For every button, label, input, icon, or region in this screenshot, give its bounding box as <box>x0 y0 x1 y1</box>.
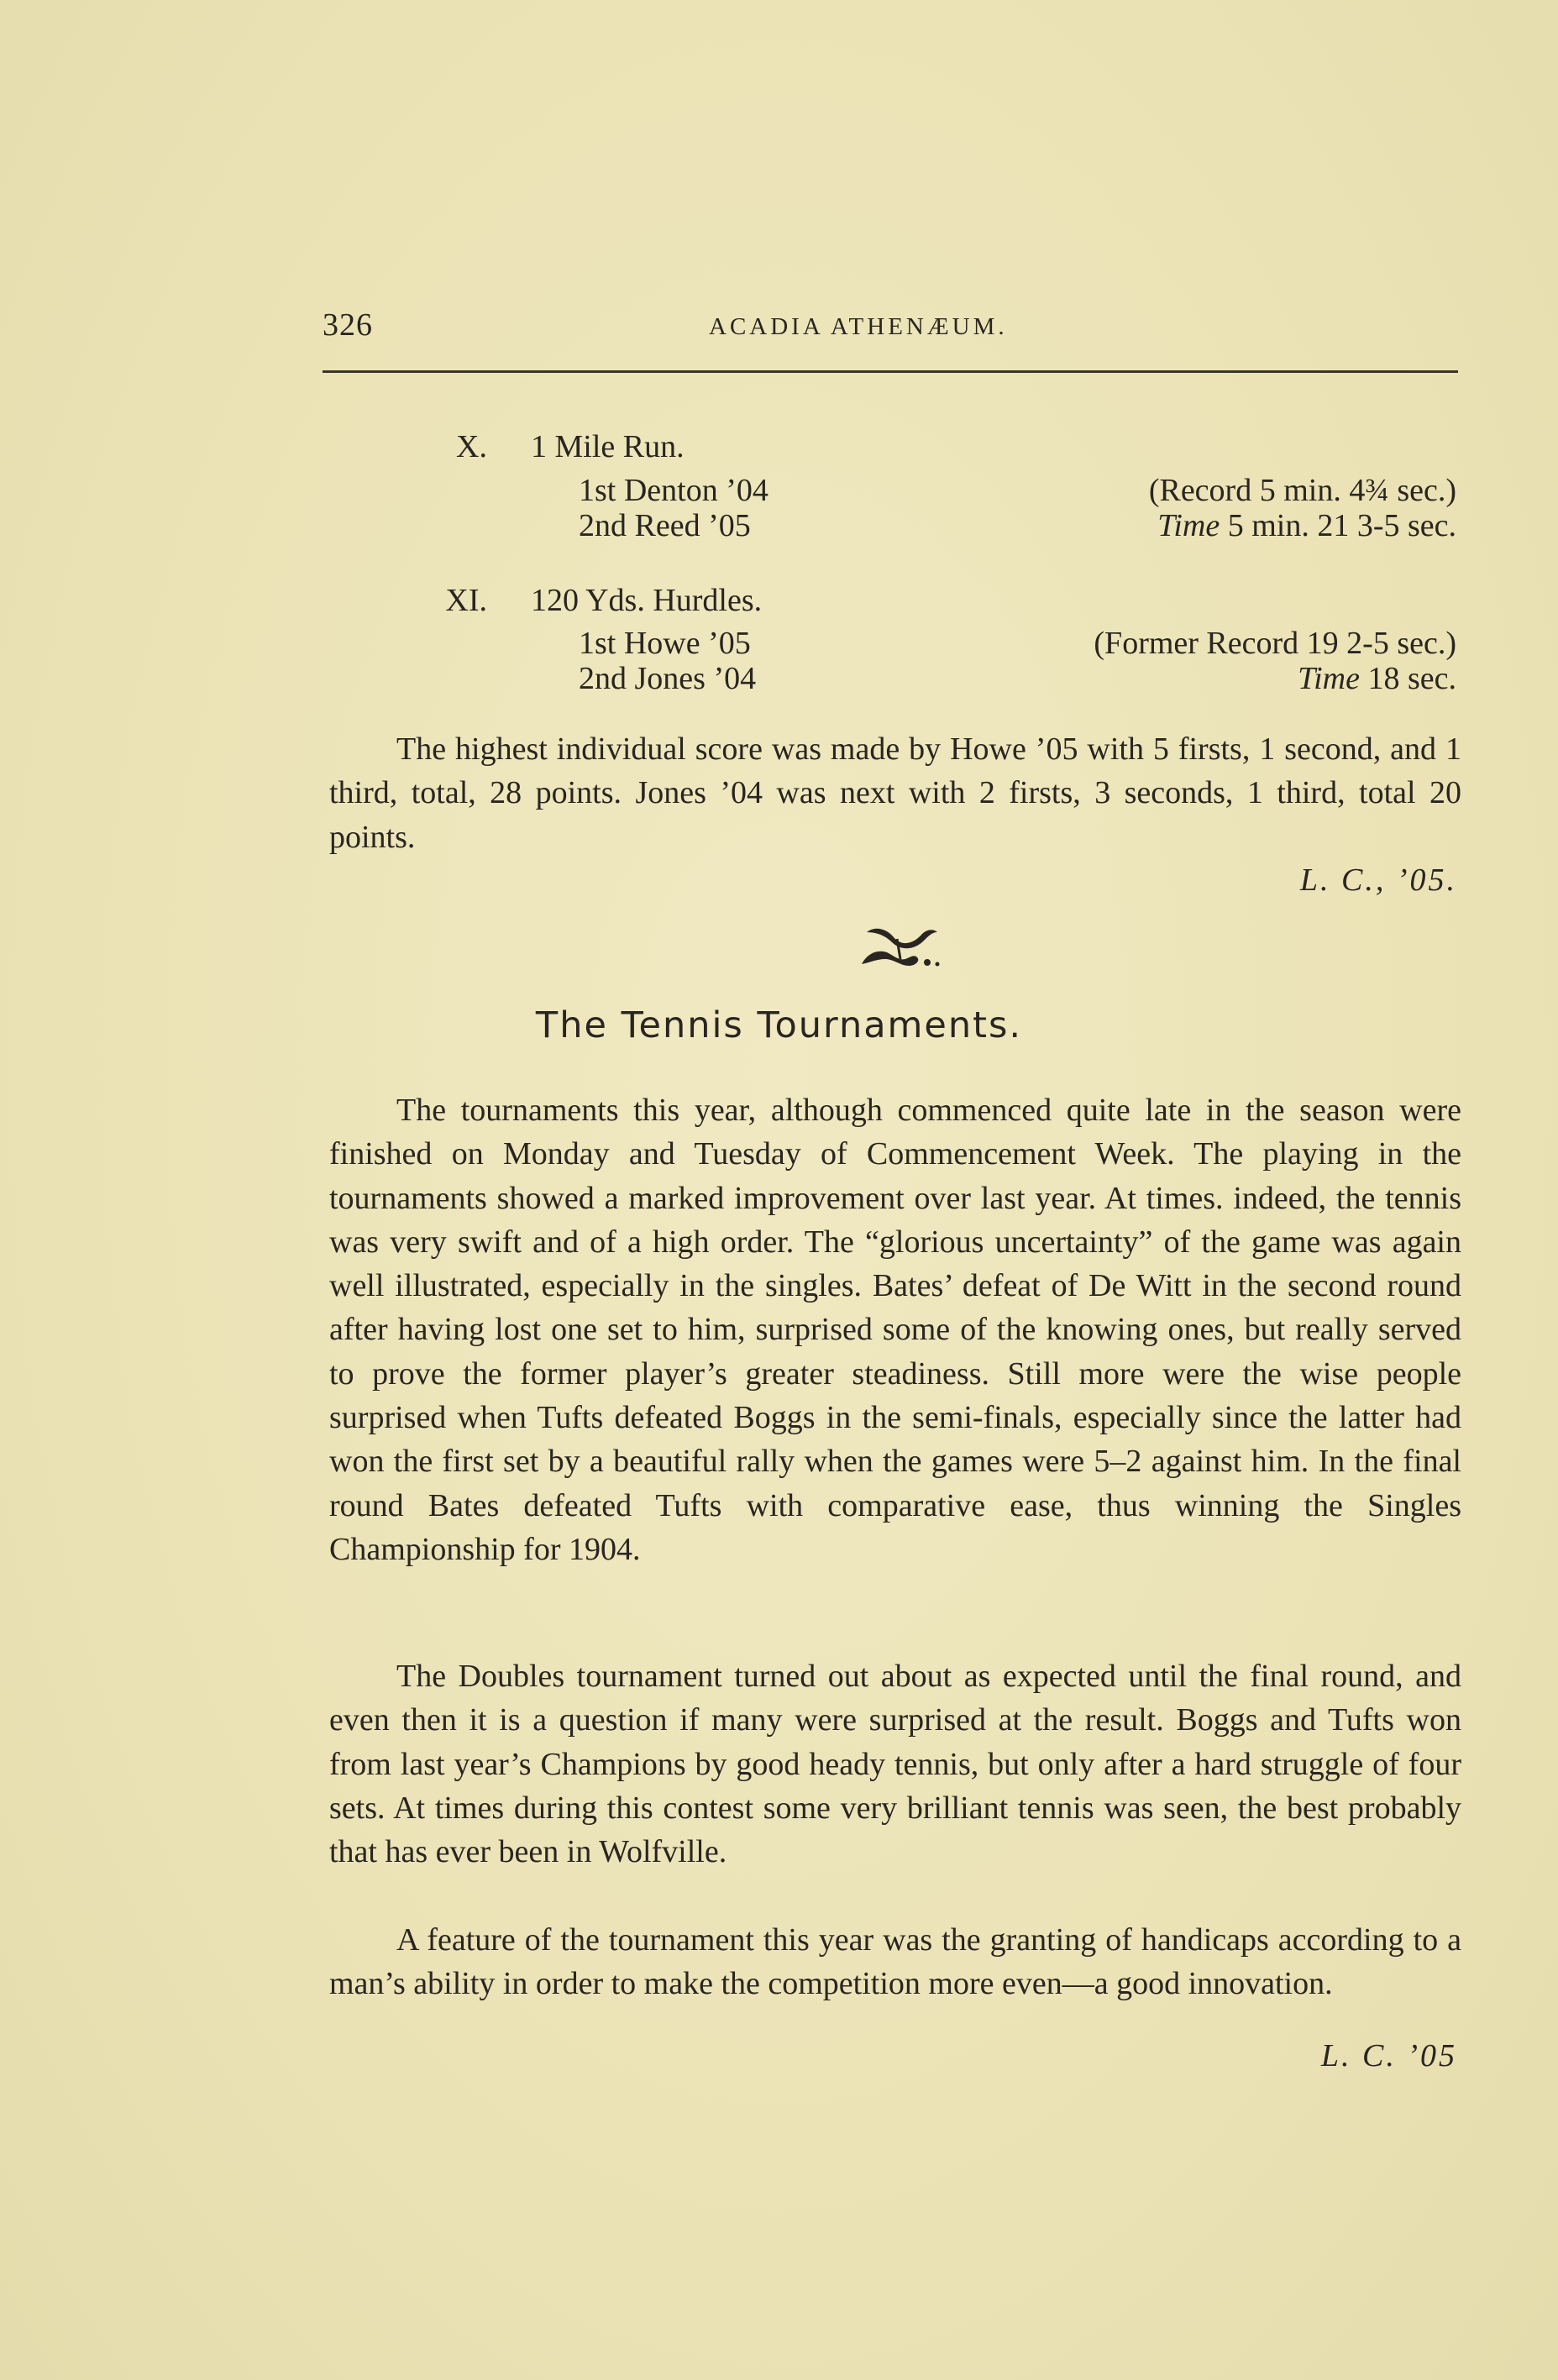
summary-signature: L. C., ’05. <box>1299 862 1457 898</box>
article-paragraph-1: The tournaments this year, although commenced quite late in the season were finished on Monday and Tuesday of Commencement Week. The playing in the tournaments showed a marked improvement over last year. At times. indeed, the tennis was very swift and of a high order. The “glorious uncertainty” of the game was again well illustrated, especially in the singles. Bates’ defeat of De Witt in the second round after having lost one set to him, surprised some of the knowing ones, but really served to prove the former player’s greater steadiness. Still more were the wise people surprised when Tufts defeated Boggs in the semi-finals, especially since the latter had won the first set by a beautiful rally when the games were 5–2 against him. In the final round Bates defeated Tufts with comparative ease, thus winning the Singles Championship for 1904. <box>329 1093 1461 1567</box>
event-number: XI. <box>445 583 487 618</box>
first-place: 1st Howe ’05 <box>579 626 751 661</box>
journal-title: ACADIA ATHENÆUM. <box>709 313 1008 340</box>
article-paragraph-2: The Doubles tournament turned out about as expected until the final round, and even then it is a question if many were surprised at the result. Boggs and Tufts won from last year’s Champions by good heady tennis, but only after a hard struggle of four sets. At times during this contest some very brilliant tennis was seen, the best probably that has ever been in Wolfville. <box>329 1659 1461 1870</box>
record-note: (Former Record 19 2-5 sec.) <box>1094 626 1456 661</box>
event-name: 1 Mile Run. <box>531 429 685 464</box>
fleuron-ornament-icon <box>850 920 951 972</box>
time-result <box>1298 660 1456 697</box>
time-result <box>1157 507 1456 544</box>
record-note: (Record 5 min. 4¾ sec.) <box>1148 473 1456 508</box>
running-head <box>323 307 1456 349</box>
article-paragraph-3: A feature of the tournament this year was the granting of handicaps according to a man’s ability in order to make the competition more even—a good innovation. <box>329 1922 1461 2002</box>
event-name: 120 Yds. Hurdles. <box>531 583 763 618</box>
time-value: 5 min. 21 3-5 sec. <box>1220 508 1456 543</box>
article-title: The Tennis Tournaments. <box>535 1004 1023 1046</box>
header-rule <box>323 370 1458 373</box>
summary-paragraph: The highest individual score was made by Howe ’05 with 5 firsts, 1 second, and 1 third, total, 28 points. Jones ’04 was next with 2 firsts, 3 seconds, 1 third, total 20 points. <box>329 731 1461 855</box>
time-value: 18 sec. <box>1359 661 1456 696</box>
second-place: 2nd Jones ’04 <box>579 661 757 696</box>
event-number: X. <box>456 429 487 464</box>
first-place: 1st Denton ’04 <box>579 473 769 508</box>
article-signature: L. C. ’05 <box>1320 2038 1457 2073</box>
page-number: 326 <box>323 307 373 343</box>
second-place: 2nd Reed ’05 <box>579 508 751 543</box>
time-label: Time <box>1298 661 1360 696</box>
time-label: Time <box>1157 508 1220 543</box>
